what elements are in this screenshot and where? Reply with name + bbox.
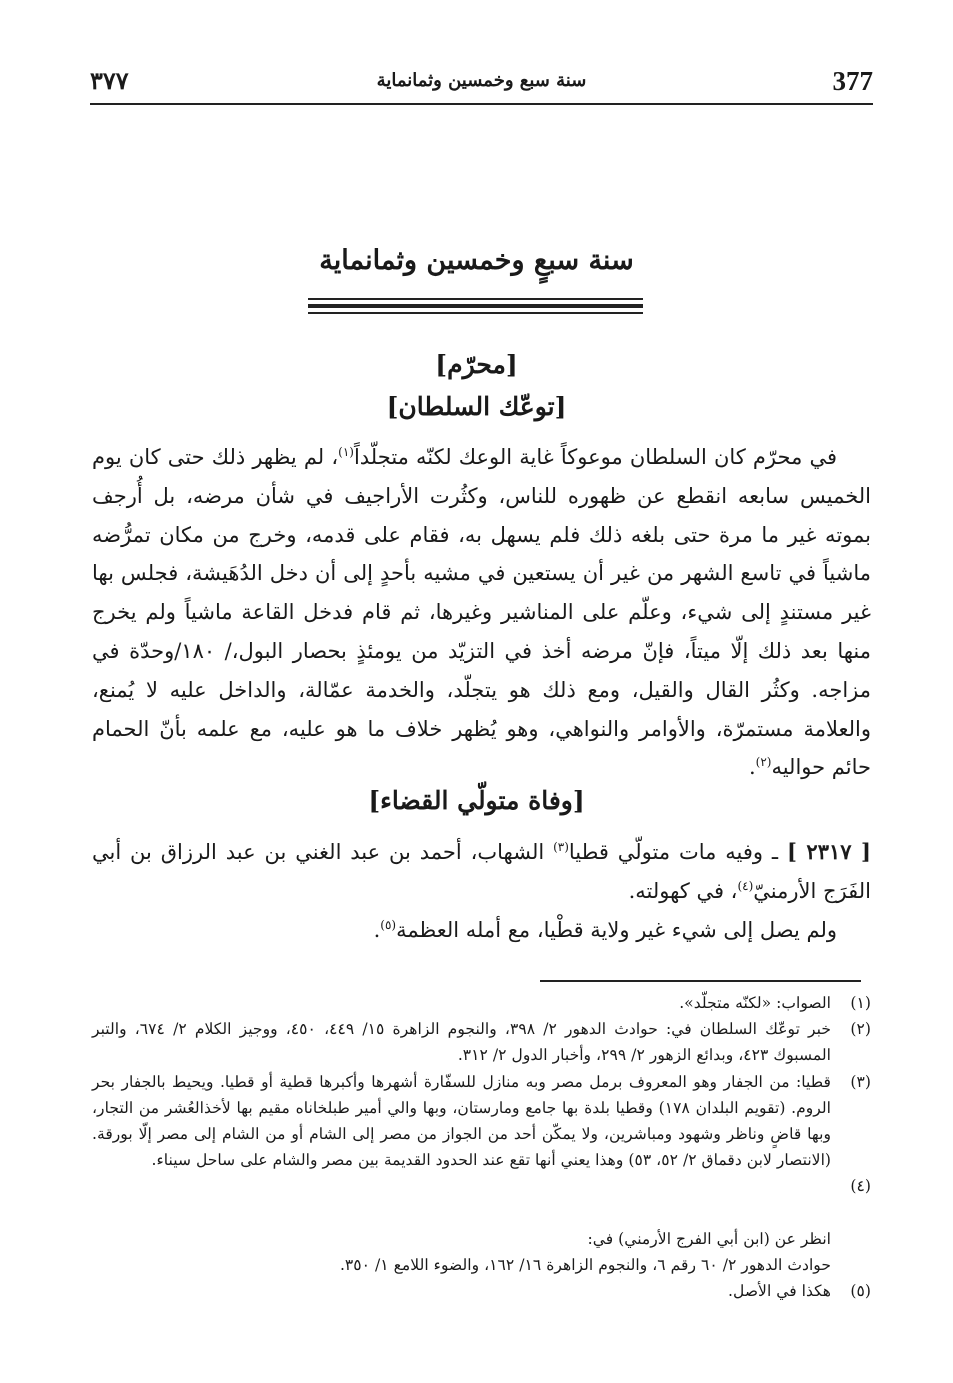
entry-text: الشهاب، أحمد بن عبد الغني بن عبد الرزاق بن أبي الفَرَج الأرمنيّ [92, 840, 871, 903]
section-heading-death: [وفاة متولّي القضاء] [368, 786, 585, 815]
footnote-text: الصواب: «لكنّه متجلّد». [679, 994, 831, 1012]
header-rule [90, 103, 873, 105]
chapter-title: سنة سبعٍ وخمسين وثمانماية [319, 245, 634, 276]
entry-number: [ ٢٣١٧ ] [786, 839, 871, 864]
page-number-latin: 377 [832, 66, 873, 96]
footnote-ref[interactable]: (٣) [553, 840, 569, 854]
running-title: سنة سبع وخمسين وثمانماية [376, 70, 587, 91]
entry-second-paragraph [92, 911, 871, 950]
entry-text: ، في كهولته. [628, 878, 738, 903]
footnote-number: (٤) [850, 1177, 871, 1196]
section-heading-illness: [توعّك السلطان] [386, 392, 567, 421]
footnotes [92, 990, 871, 1304]
footnote-number: (٥) [850, 1282, 871, 1301]
paragraph-text: ، لم يظهر ذلك حتى كان يوم الخميس سابعه انقطع عن ظهوره للناس، وكثُرت الأراجيف في شأن مرضه، بل أُرجف بموته غير ما مرة حتى بلغه ذلك فلم يسهل به، فقام على قدمه، وخرج من مكان تمرُّضه ماشياً في تاسع الشهر من غير أن يستعين في مشيه بأحدٍ إلى أن دخل الدُهَيشة، فجلس بها غير مستندٍ إلى شيء، وعلّم على المناشير وغيرها، ثم قام فدخل القاعة ماشياً ولم يخرج منها بعد ذلك إلّا ميتاً، فإنّ مرضه أخذ في التزيّد من يومئذٍ بحصار البول،/ ١٨٠/وحدّة في مزاجه. وكثُر القال والقيل، ومع ذلك هو يتجلّد، والخدمة عمّالة، والداخل عليه لا يُمنع، والعلامة مستمرّة، والأوامر والنواهي، وهو يُظهر خلاف ما هو عليه، مع علمه بأنّ الحمام حائم حواليه [92, 445, 871, 780]
footnote-text: انظر عن (ابن أبي الفرج الأرمني) في: حوادث الدهور ٢/ ٦٠ رقم ٦، والنجوم الزاهرة ١٦/ ١٦٢، والضوء اللامع ١/ ٣٥٠. [339, 1229, 831, 1275]
footnote-ref[interactable]: (١) [338, 445, 354, 459]
footnote-item [92, 1173, 871, 1278]
footnote-item [92, 1069, 871, 1174]
biography-entry [92, 833, 871, 949]
footnote-item [92, 1278, 871, 1304]
paragraph-text: . [748, 755, 756, 780]
entry-text: ولم يصل إلى شيء غير ولاية قطْيا، مع أمله العظمة [396, 917, 837, 942]
entry-text: . [373, 917, 381, 942]
footnote-ref[interactable]: (٢) [755, 755, 772, 770]
footnote-text: قطيا: من الجفار وهو المعروف برمل مصر وبه منازل للسفّارة أشهرها وأكبرها قطية أو قطيا. ويحيط بالجفار بحر الروم. (تقويم البلدان ١٧٨) وقطيا بلدة بها جامع ومارستان، وبها والي أمير طبلخاناه مقيم بها لأخذالعُشر من التجار، وبها قاضٍ وناظر وشهود ومباشرين، ولا يمكّن أحد من الجواز من مصر إلى الشام أو من الشام إلى مصر إلّا بورقة. (الانتصار لابن دقماق ٢/ ٥٢، ٥٣) وهذا يعني أنها تقع عند الحدود القديمة بين مصر والشام على ساحل سيناء. [92, 1072, 831, 1170]
footnote-ref[interactable]: (٤) [737, 878, 754, 893]
entry-text: ـ وفيه مات متولّي قطيا [568, 840, 779, 864]
footnote-ref[interactable]: (٥) [380, 917, 397, 932]
paragraph-text: في محرّم كان السلطان موعوكاً غاية الوعك لكنّه متجلّداً [353, 445, 837, 469]
footnote-text: خبر توعّك السلطان في: حوادث الدهور ٢/ ٣٩٨، والنجوم الزاهرة ١٥/ ٤٤٩، ٤٥٠، ووجيز الكلام ٢/ ٦٧٤، والتبر المسبوك ٤٢٣، وبدائع الزهور ٢/ ٢٩٩، وأخبار الدول ٢/ ٣١٢. [92, 1020, 831, 1065]
footnote-separator [540, 980, 861, 982]
paragraph-illness [92, 438, 871, 787]
month-heading: [محرّم] [435, 350, 518, 379]
footnote-number: (٣) [850, 1072, 871, 1091]
running-header [90, 60, 873, 100]
footnote-item [92, 1016, 871, 1068]
title-ornament-rules [308, 298, 643, 318]
footnote-number: (١) [850, 994, 871, 1012]
page-number-arabic: ٣٧٧ [90, 66, 129, 95]
footnote-number: (٢) [850, 1020, 871, 1039]
footnote-item [92, 990, 871, 1016]
footnote-text: هكذا في الأصل. [728, 1282, 831, 1301]
